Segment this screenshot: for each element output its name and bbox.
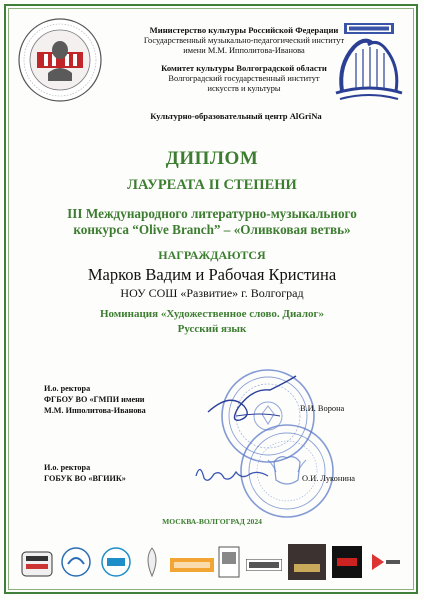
partner-logo-7	[246, 558, 282, 570]
signatory2-title-line1: И.о. ректора	[44, 463, 91, 472]
award-label: НАГРАЖДАЮТСЯ	[158, 248, 266, 262]
signatory1-name: В.И. Ворона	[300, 404, 345, 413]
diploma-title: ДИПЛОМ	[165, 148, 259, 169]
partner-logo-1	[20, 544, 54, 582]
institute-line1: Государственный музыкально-педагогический институт	[143, 36, 345, 45]
recipients-names: Марков Вадим и Рабочая Кристина	[87, 265, 337, 284]
nomination-text: Номинация «Художественное слово. Диалог»	[99, 308, 325, 320]
language-text: Русский язык	[177, 323, 247, 335]
contest-line2: конкурса “Olive Branch” – «Оливковая ветвь»	[73, 222, 351, 237]
place-year: МОСКВА-ВОЛГОГРАД 2024	[162, 517, 262, 526]
school-name: НОУ СОШ «Развитие» г. Волгоград	[120, 286, 304, 300]
signatory2-title-line2: ГОБУК ВО «ВГИИК»	[44, 474, 126, 483]
signatory1-title-line2: ФГБОУ ВО «ГМПИ имени	[44, 395, 145, 404]
signatory1-title-line1: И.о. ректора	[44, 384, 91, 393]
institute2-line1: Волгоградский государственный институт	[168, 74, 320, 83]
contest-line1: III Международного литературно-музыкального	[67, 206, 357, 221]
partner-logo-9	[332, 546, 362, 578]
diploma-degree: ЛАУРЕАТА II СТЕПЕНИ	[127, 177, 297, 193]
partner-logo-5	[170, 558, 214, 572]
ministry-text: Министерство культуры Российской Федерации	[149, 25, 339, 35]
signature-2	[192, 458, 272, 490]
center-text: Культурно-образовательный центр AlGriNa	[150, 111, 322, 121]
signatory1-title-line3: М.М. Ипполитова-Иванова	[44, 406, 146, 415]
partner-logo-3	[98, 546, 134, 578]
partner-logo-2	[60, 546, 92, 578]
institute-line2: имени М.М. Ипполитова-Иванова	[183, 46, 305, 55]
committee-text: Комитет культуры Волгоградской области	[161, 63, 327, 73]
partner-logo-6	[218, 546, 240, 578]
partner-logos	[18, 540, 406, 586]
partner-logo-4	[140, 544, 164, 580]
partner-logo-10	[368, 550, 402, 574]
institute2-line2: искусств и культуры	[207, 84, 281, 93]
signatory2-name: О.И. Луконина	[302, 474, 356, 483]
partner-logo-8	[288, 544, 326, 580]
